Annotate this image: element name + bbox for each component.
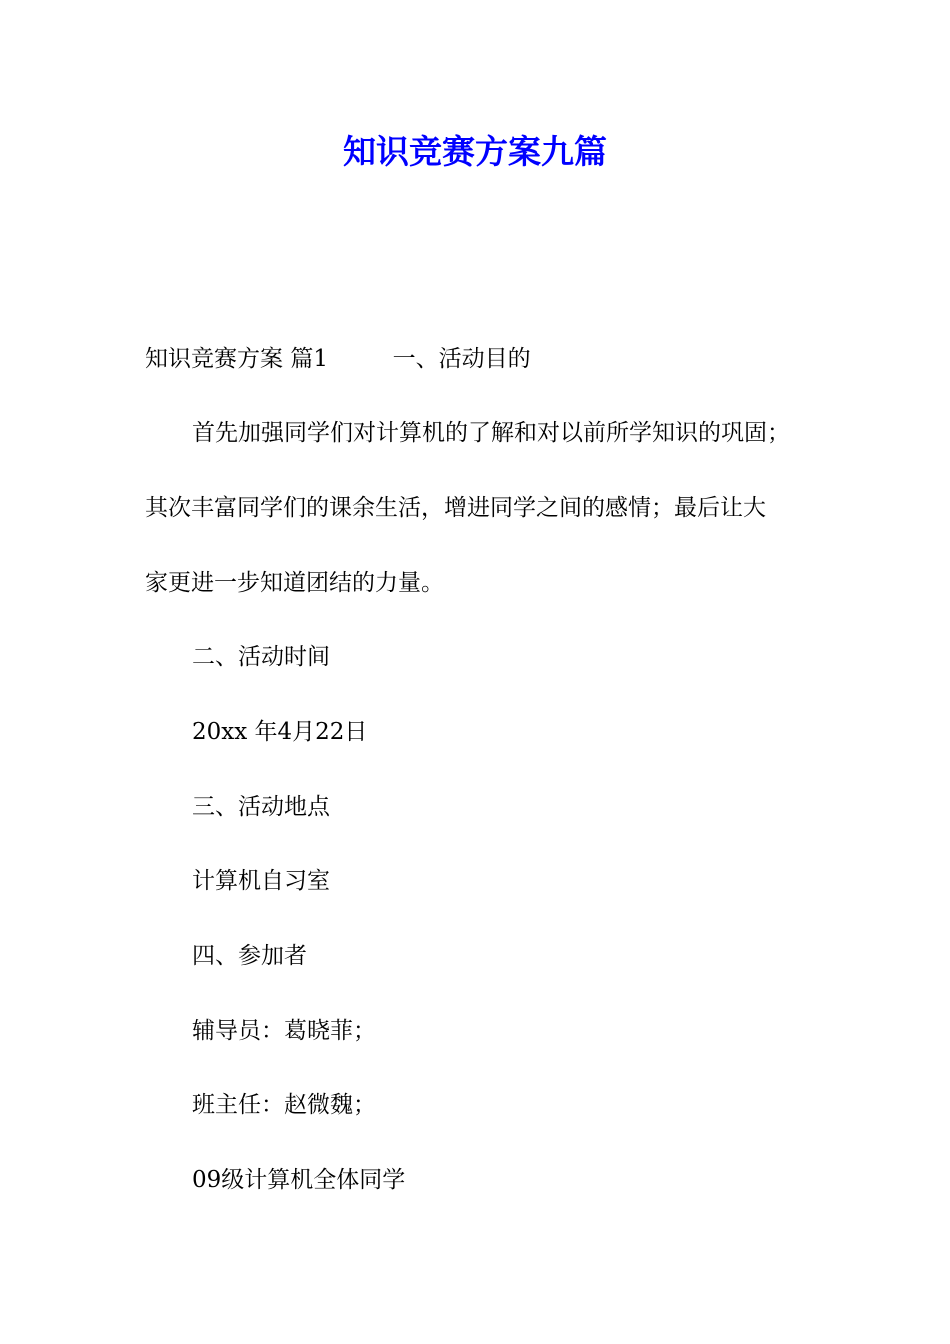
- participant-head-teacher: 班主任：赵微魏；: [192, 1092, 376, 1118]
- participant-counselor: 辅导员：葛晓菲；: [192, 1018, 376, 1044]
- participant-students: 09级计算机全体同学: [192, 1167, 406, 1193]
- section-heading-line: [145, 342, 825, 376]
- paragraph-line-3: 家更进一步知道团结的力量。: [145, 570, 444, 596]
- section-heading-time: 二、活动时间: [192, 644, 330, 670]
- section-heading-participants: 四、参加者: [192, 943, 307, 969]
- first-item-heading: 一、活动目的: [392, 346, 531, 372]
- section-heading-location: 三、活动地点: [192, 794, 330, 820]
- section-number: 篇1: [290, 346, 328, 372]
- section-label: 知识竞赛方案: [145, 346, 283, 372]
- activity-location: 计算机自习室: [192, 868, 330, 894]
- paragraph-line-2: 其次丰富同学们的课余生活，增进同学之间的感情；最后让大: [145, 495, 766, 521]
- paragraph-line-1: 首先加强同学们对计算机的了解和对以前所学知识的巩固；: [192, 420, 790, 446]
- document-title: 知识竞赛方案九篇: [343, 132, 607, 171]
- activity-date: 20xx 年4月22日: [192, 719, 368, 745]
